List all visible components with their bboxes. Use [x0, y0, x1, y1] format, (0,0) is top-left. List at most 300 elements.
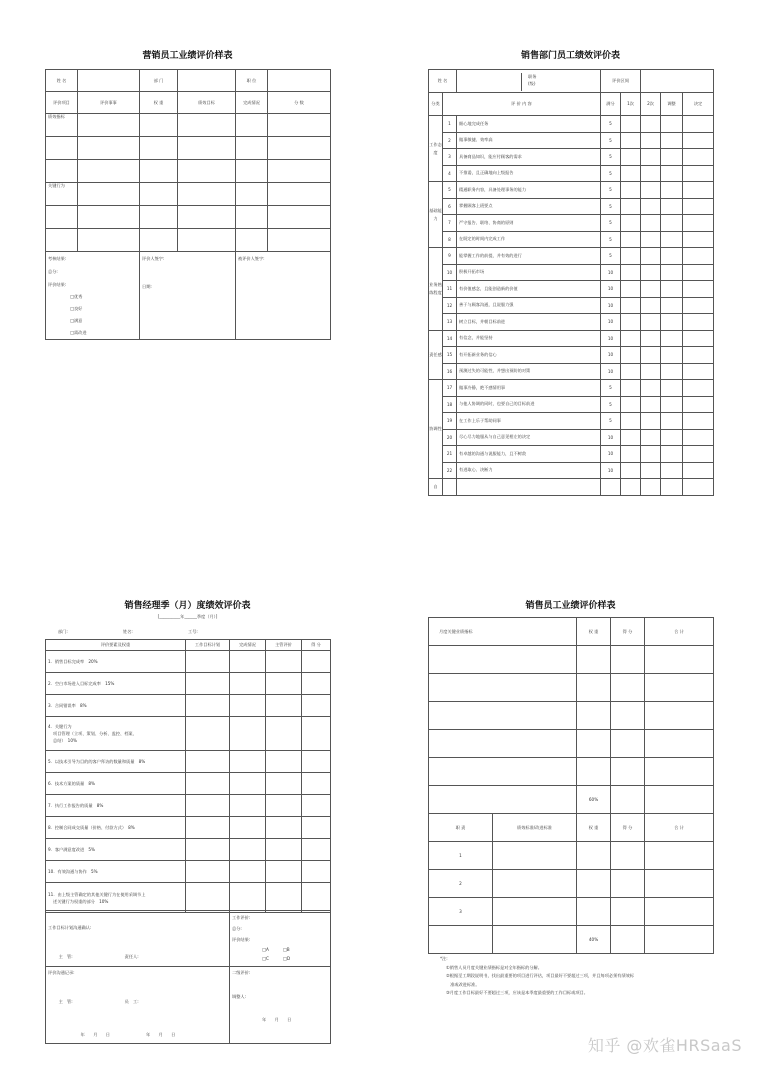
f3-total-label: 总分:: [232, 926, 242, 931]
f3-entry-cell[interactable]: [302, 795, 331, 817]
f3-opt-c[interactable]: □C: [262, 956, 269, 961]
f3-opt-d[interactable]: □D: [282, 956, 291, 961]
option-excellent[interactable]: □优秀: [70, 294, 83, 299]
f2-score-cell[interactable]: [621, 248, 641, 265]
f2-item-max: 10: [601, 363, 621, 380]
option-satisfied[interactable]: □满意: [70, 318, 83, 323]
f2-empty-cell: [683, 479, 714, 496]
f2-item-max: 10: [601, 264, 621, 281]
f2-score-cell[interactable]: [641, 363, 661, 380]
f2-header-adjust: 调整: [661, 93, 683, 116]
f3-confirm-cell: [46, 911, 230, 967]
f2-item-text: 树立目标，并朝目标前进: [457, 314, 601, 331]
f2-item-text: 做事敏捷、效率高: [457, 132, 601, 149]
f3-entry-cell[interactable]: [302, 651, 331, 673]
f2-header-content: 评 价 内 容: [443, 93, 601, 116]
f2-score-cell[interactable]: [683, 330, 714, 347]
f2-score-cell[interactable]: [683, 347, 714, 364]
f2-score-cell[interactable]: [661, 182, 683, 199]
f3-entry-cell[interactable]: [230, 717, 266, 751]
f3-header-supervisor: 主管评价: [266, 640, 302, 651]
f2-item-text: 做事冷静，绝不感情用事: [457, 380, 601, 397]
f2-score-cell[interactable]: [661, 314, 683, 331]
form3-title: 销售经理季（月）度绩效评价表: [124, 601, 251, 611]
f3-entry-cell[interactable]: [266, 651, 302, 673]
f3-entry-cell[interactable]: [266, 883, 302, 913]
f2-score-cell[interactable]: [641, 231, 661, 248]
f3-date3: 年 月 日: [262, 1017, 292, 1022]
f4-header-score2: 得 分: [611, 814, 645, 842]
f3-entry-cell[interactable]: [230, 883, 266, 913]
f3-entry-cell[interactable]: [302, 673, 331, 695]
f2-score-cell[interactable]: [621, 462, 641, 479]
f2-item-no: 19: [443, 413, 457, 430]
f3-entry-cell[interactable]: [266, 717, 302, 751]
f3-item-label: 4．关键行为: [48, 724, 72, 729]
f2-group-3: 责任感: [429, 330, 443, 380]
f2-score-cell[interactable]: [683, 149, 714, 166]
f3-entry-cell[interactable]: [302, 817, 331, 839]
f2-item-max: 5: [601, 116, 621, 133]
f3-entry-cell[interactable]: [186, 795, 230, 817]
f2-score-cell[interactable]: [661, 462, 683, 479]
f2-score-cell[interactable]: [683, 314, 714, 331]
f3-confirm-label: 工作目标计划沟通确认:: [48, 925, 92, 930]
f2-item-no: 11: [443, 281, 457, 298]
f4-header-score: 得 分: [611, 618, 645, 646]
f2-score-cell[interactable]: [621, 413, 641, 430]
f2-item-no: 8: [443, 231, 457, 248]
f2-item-text: 掌握顾客上班要点: [457, 198, 601, 215]
f3-item: [46, 839, 186, 861]
f3-item: [46, 695, 186, 717]
f2-score-cell[interactable]: [661, 396, 683, 413]
f2-score-cell[interactable]: [661, 330, 683, 347]
f2-score-cell[interactable]: [661, 264, 683, 281]
f2-score-cell[interactable]: [621, 116, 641, 133]
f2-group-5: 自: [429, 479, 443, 496]
f2-score-cell[interactable]: [621, 165, 641, 182]
f3-header-done: 完成情况: [230, 640, 266, 651]
f3-item: [46, 883, 186, 913]
f2-score-cell[interactable]: [661, 413, 683, 430]
f4-weight-bottom: 40%: [577, 926, 611, 954]
f2-item-no: 12: [443, 297, 457, 314]
f3-entry-cell[interactable]: [186, 773, 230, 795]
f2-score-cell[interactable]: [621, 198, 641, 215]
f2-item-max: 5: [601, 380, 621, 397]
f2-header-second: 2次: [641, 93, 661, 116]
f2-item-no: 15: [443, 347, 457, 364]
f2-item-max: 5: [601, 413, 621, 430]
f3-entry-cell[interactable]: [186, 673, 230, 695]
f3-entry-cell[interactable]: [230, 751, 266, 773]
f2-score-cell[interactable]: [641, 396, 661, 413]
f2-group-0: 工作态度: [429, 116, 443, 182]
f3-dates: [70, 1027, 227, 1043]
f2-item-text: 精通职务内容，具备处理事务的能力: [457, 182, 601, 199]
f2-item-text: 预测过失的可能性，并想出预防的对策: [457, 363, 601, 380]
f3-item: [46, 795, 186, 817]
eval-result-label: 评价结果:: [48, 282, 67, 287]
f3-entry-cell[interactable]: [230, 817, 266, 839]
f2-score-cell[interactable]: [683, 248, 714, 265]
f2-score-cell[interactable]: [661, 429, 683, 446]
f3-responsible-label: 责任人:: [124, 954, 139, 959]
f3-eval-talk-label: 评价沟通记录:: [48, 970, 75, 975]
f2-score-cell[interactable]: [621, 231, 641, 248]
f2-score-cell[interactable]: [641, 198, 661, 215]
f3-header-plan: 工作目标计划: [186, 640, 230, 651]
f2-item-text: 能掌握工作的前提，并有效的进行: [457, 248, 601, 265]
f3-item-label: 3．合同错误率 8%: [48, 703, 87, 708]
f2-score-cell[interactable]: [641, 347, 661, 364]
f4-header-weight2: 权 重: [577, 814, 611, 842]
f2-score-cell[interactable]: [641, 248, 661, 265]
f3-item-label: 7．执行工作报告的质量 8%: [48, 803, 104, 808]
f2-item-max: 10: [601, 347, 621, 364]
f3-item: [46, 751, 186, 773]
f2-score-cell[interactable]: [621, 446, 641, 463]
f2-item-no: 22: [443, 462, 457, 479]
f2-score-cell[interactable]: [661, 248, 683, 265]
f3-level2-cell: [230, 967, 331, 1044]
f3-entry-cell[interactable]: [186, 717, 230, 751]
f2-score-cell[interactable]: [641, 413, 661, 430]
f2-score-cell[interactable]: [621, 215, 641, 232]
name-field[interactable]: [78, 70, 140, 92]
f4-note-1: ①销售人员月度关键业绩指标是对全年指标的分解。: [446, 964, 542, 970]
f2-score-cell[interactable]: [621, 281, 641, 298]
f2-period-field[interactable]: [641, 70, 714, 93]
header-content: 评价事事: [78, 92, 140, 114]
f4-header-duty: 职 责: [429, 814, 493, 842]
f2-group-2: 业务熟练程度: [429, 248, 443, 331]
f3-item: [46, 673, 186, 695]
f2-item-no: 16: [443, 363, 457, 380]
f2-score-cell[interactable]: [683, 363, 714, 380]
f3-entry-cell[interactable]: [266, 673, 302, 695]
f2-item-no: 14: [443, 330, 457, 347]
result-title: 考核结果:: [48, 256, 67, 261]
f3-eval-talk-cell: [46, 967, 230, 1044]
f2-score-cell[interactable]: [683, 380, 714, 397]
f3-entry-cell[interactable]: [186, 651, 230, 673]
f3-work-eval-cell: [230, 911, 331, 967]
f2-score-cell[interactable]: [621, 297, 641, 314]
f2-score-cell[interactable]: [621, 330, 641, 347]
f3-entry-cell[interactable]: [266, 751, 302, 773]
f2-score-cell[interactable]: [621, 264, 641, 281]
f3-date2: 年 月 日: [145, 1032, 176, 1037]
f2-score-cell[interactable]: [641, 149, 661, 166]
f3-item-label: 9．客户满意度改进 5%: [48, 847, 95, 852]
f2-score-cell[interactable]: [683, 462, 714, 479]
f2-score-cell[interactable]: [661, 116, 683, 133]
f2-score-cell[interactable]: [641, 182, 661, 199]
f2-score-cell[interactable]: [621, 149, 641, 166]
form3-dept-label: 部门:: [58, 629, 68, 634]
f2-score-cell[interactable]: [683, 413, 714, 430]
f2-score-cell[interactable]: [621, 347, 641, 364]
f3-item-label: 5．以技术引导为目的的客户拜访的数量和质量 8%: [48, 759, 146, 764]
f2-item-max: 5: [601, 396, 621, 413]
f2-item-max: 5: [601, 198, 621, 215]
f2-item-no: 4: [443, 165, 457, 182]
f2-empty-cell: [641, 479, 661, 496]
form4-title: 销售员工业绩评价样表: [525, 601, 616, 611]
f2-score-cell[interactable]: [683, 264, 714, 281]
f4-note-0: *注:: [440, 956, 448, 961]
f3-entry-cell[interactable]: [186, 817, 230, 839]
f2-score-cell[interactable]: [683, 198, 714, 215]
f2-score-cell[interactable]: [641, 264, 661, 281]
f3-entry-cell[interactable]: [230, 795, 266, 817]
f3-work-eval-label: 工作评价:: [232, 915, 251, 920]
f3-item11-sub: 述关键行为权重的部分 10%: [53, 898, 109, 904]
f3-opt-b[interactable]: □B: [282, 947, 290, 952]
f3-entry-cell[interactable]: [266, 817, 302, 839]
f2-score-cell[interactable]: [683, 165, 714, 182]
f2-header-cat: 分类: [429, 93, 443, 116]
f3-entry-cell[interactable]: [186, 839, 230, 861]
form4-table: [428, 617, 714, 954]
f2-item-max: 5: [601, 165, 621, 182]
f3-entry-cell[interactable]: [302, 839, 331, 861]
f2-item-no: 2: [443, 132, 457, 149]
form3-id-label: 工号:: [188, 629, 198, 634]
f3-entry-cell[interactable]: [186, 883, 230, 913]
f2-empty-cell: [601, 479, 621, 496]
f3-entry-cell[interactable]: [230, 773, 266, 795]
f3-confirm-signers: [48, 949, 227, 965]
f2-item-no: 5: [443, 182, 457, 199]
f2-score-cell[interactable]: [661, 231, 683, 248]
f2-item-max: 10: [601, 429, 621, 446]
f2-score-cell[interactable]: [621, 380, 641, 397]
f4-row-1: 1: [429, 842, 493, 870]
f2-item-text: 不推诿，且正确地向上级报告: [457, 165, 601, 182]
f3-entry-cell[interactable]: [302, 773, 331, 795]
f3-entry-cell[interactable]: [266, 795, 302, 817]
f2-score-cell[interactable]: [621, 132, 641, 149]
form1-title: 营销员工业绩评价样表: [142, 51, 233, 61]
f2-item-text: 在工作上乐于帮助同事: [457, 413, 601, 430]
f2-item-max: 10: [601, 330, 621, 347]
f4-note-3: 准或改进标准。: [446, 981, 480, 987]
f3-item-label: 10．有效沟通与协作 5%: [48, 869, 98, 874]
f3-header-score: 得 分: [302, 640, 331, 651]
f2-item-max: 10: [601, 281, 621, 298]
f2-item-max: 10: [601, 462, 621, 479]
label-dept: 部 门: [140, 70, 178, 92]
dept-field[interactable]: [178, 70, 236, 92]
option-good[interactable]: □良好: [70, 306, 83, 311]
f4-header-weight: 权 重: [577, 618, 611, 646]
f3-entry-cell[interactable]: [186, 695, 230, 717]
f2-score-cell[interactable]: [621, 314, 641, 331]
f2-score-cell[interactable]: [683, 281, 714, 298]
f2-item-text: 有信念，并能坚持: [457, 330, 601, 347]
form2-table: [428, 69, 714, 496]
f3-entry-cell[interactable]: [302, 717, 331, 751]
f2-score-cell[interactable]: [641, 330, 661, 347]
f2-score-cell[interactable]: [661, 165, 683, 182]
f3-entry-cell[interactable]: [230, 861, 266, 883]
f3-entry-cell[interactable]: [186, 751, 230, 773]
f3-entry-cell[interactable]: [302, 695, 331, 717]
f2-score-cell[interactable]: [641, 462, 661, 479]
header-done: 完成情况: [236, 92, 268, 114]
f2-score-cell[interactable]: [641, 116, 661, 133]
f2-group-1: 基础能力: [429, 182, 443, 248]
evaluator-sign-label: 评价人签字:: [142, 256, 165, 261]
f3-level2-label: 二级评价:: [232, 970, 251, 975]
f3-opt-a[interactable]: □A: [262, 947, 269, 952]
f2-item-max: 10: [601, 446, 621, 463]
f3-entry-cell[interactable]: [230, 651, 266, 673]
f2-item-no: 20: [443, 429, 457, 446]
f2-score-cell[interactable]: [661, 281, 683, 298]
f3-entry-cell[interactable]: [266, 839, 302, 861]
f2-name-position-cell: [457, 70, 601, 93]
f4-header-total: 合 计: [645, 618, 714, 646]
f4-row-2: 2: [429, 870, 493, 898]
f2-score-cell[interactable]: [661, 198, 683, 215]
f2-item-text: 有进取心、决断力: [457, 462, 601, 479]
f2-score-cell[interactable]: [661, 132, 683, 149]
f2-item-no: 17: [443, 380, 457, 397]
form3-footer-table: [45, 910, 331, 1044]
f2-score-cell[interactable]: [661, 363, 683, 380]
f4-note-4: ③月度工作目标最好不要超过三项，应该是本季度最重要的工作目标或项目。: [446, 990, 588, 995]
f3-item4-sub: 项目管理（立项、策划、分析、监控、档案、: [53, 731, 137, 736]
f2-item-no: 9: [443, 248, 457, 265]
f3-item: [46, 651, 186, 673]
f3-item-label: 6．技术方案的质量 8%: [48, 781, 95, 786]
f2-score-cell[interactable]: [621, 182, 641, 199]
header-weight: 权 重: [140, 92, 178, 114]
position-field[interactable]: [268, 70, 331, 92]
f2-item-text: 有价值感念，且能创造新的价值: [457, 281, 601, 298]
f2-group-4: 协调性: [429, 380, 443, 479]
f2-score-cell[interactable]: [661, 347, 683, 364]
result-cell: [46, 252, 140, 340]
f4-header-standard: 绩效标准/改进标准: [493, 814, 577, 842]
f2-header-first: 1次: [621, 93, 641, 116]
f3-entry-cell[interactable]: [266, 773, 302, 795]
label-position: 职 位: [236, 70, 268, 92]
f2-label-name: 姓 名: [429, 70, 457, 93]
f3-entry-cell[interactable]: [266, 695, 302, 717]
f3-entry-cell[interactable]: [186, 861, 230, 883]
f3-entry-cell[interactable]: [266, 861, 302, 883]
total-label: 总分:: [48, 269, 58, 274]
f3-supervisor-label: 主 管:: [58, 954, 73, 959]
f4-notes: [440, 955, 634, 998]
form3-name-label: 姓名:: [123, 629, 133, 634]
f2-score-cell[interactable]: [641, 446, 661, 463]
evaluatee-sign-label: 被评价人签字:: [238, 256, 265, 261]
f3-entry-cell[interactable]: [302, 861, 331, 883]
f2-score-cell[interactable]: [683, 215, 714, 232]
f2-item-text: 积极开拓市场: [457, 264, 601, 281]
f2-label-period: 评价区间: [601, 70, 641, 93]
f2-score-cell[interactable]: [683, 446, 714, 463]
f3-eval-result-label: 评价结果:: [232, 937, 251, 942]
f2-score-cell[interactable]: [683, 396, 714, 413]
f4-header-total2: 合 计: [645, 814, 714, 842]
f2-score-cell[interactable]: [661, 149, 683, 166]
f3-item-label: 11．由上级主管确定的其他关键行为在使用采调节上: [48, 891, 146, 897]
f4-header-kpi: 月度关键业绩指标: [429, 618, 577, 646]
f3-entry-cell[interactable]: [302, 751, 331, 773]
header-item: 评价项目: [46, 92, 78, 114]
f2-score-cell[interactable]: [641, 380, 661, 397]
f2-item-max: 5: [601, 215, 621, 232]
f3-item: [46, 817, 186, 839]
f2-item-max: 5: [601, 182, 621, 199]
f2-score-cell[interactable]: [661, 297, 683, 314]
f3-item4-sub: 总结） 10%: [53, 738, 77, 743]
f2-score-cell[interactable]: [621, 429, 641, 446]
f2-item-text: 严守报告、联络、协商的原则: [457, 215, 601, 232]
f2-score-cell[interactable]: [683, 231, 714, 248]
f2-score-cell[interactable]: [641, 165, 661, 182]
f2-score-cell[interactable]: [683, 297, 714, 314]
f3-date1: 年 月 日: [80, 1032, 110, 1037]
f2-score-cell[interactable]: [641, 132, 661, 149]
f2-score-cell[interactable]: [641, 314, 661, 331]
f3-entry-cell[interactable]: [230, 839, 266, 861]
f2-score-cell[interactable]: [641, 215, 661, 232]
f3-entry-cell[interactable]: [302, 883, 331, 913]
f2-item-text: 在既定的时间内完成工作: [457, 231, 601, 248]
f3-entry-cell[interactable]: [230, 695, 266, 717]
evaluator-cell: [140, 252, 236, 340]
f3-adjust-label: 调整人:: [232, 994, 246, 999]
f2-item-text: 有开拓新业务的信心: [457, 347, 601, 364]
f2-score-cell[interactable]: [683, 116, 714, 133]
f3-entry-cell[interactable]: [230, 673, 266, 695]
f2-score-cell[interactable]: [641, 281, 661, 298]
header-target: 绩效目标: [178, 92, 236, 114]
f2-item-no: 3: [443, 149, 457, 166]
f2-score-cell[interactable]: [683, 182, 714, 199]
f2-item-text: 尽心尽力地服从与自己意见相左的决定: [457, 429, 601, 446]
option-improve[interactable]: □需改进: [70, 330, 87, 335]
f2-score-cell[interactable]: [683, 429, 714, 446]
f2-item-max: 10: [601, 297, 621, 314]
f2-score-cell[interactable]: [621, 396, 641, 413]
f2-item-max: 5: [601, 132, 621, 149]
f2-label-position2: (级): [528, 81, 536, 86]
f2-empty-cell: [621, 479, 641, 496]
f2-item-no: 6: [443, 198, 457, 215]
f2-header-final: 决定: [683, 93, 714, 116]
f2-score-cell[interactable]: [641, 429, 661, 446]
form3-subtitle: [__________年______季度（月）]: [157, 614, 218, 619]
f2-score-cell[interactable]: [661, 380, 683, 397]
f3-item-label: 8．控制合同成交质量（价格、付款方式） 8%: [48, 825, 135, 830]
f2-score-cell[interactable]: [641, 297, 661, 314]
f3-talk-signers: [48, 994, 227, 1010]
f2-score-cell[interactable]: [661, 446, 683, 463]
f2-score-cell[interactable]: [661, 215, 683, 232]
f2-score-cell[interactable]: [621, 363, 641, 380]
f2-score-cell[interactable]: [683, 132, 714, 149]
f3-item: [46, 717, 186, 751]
